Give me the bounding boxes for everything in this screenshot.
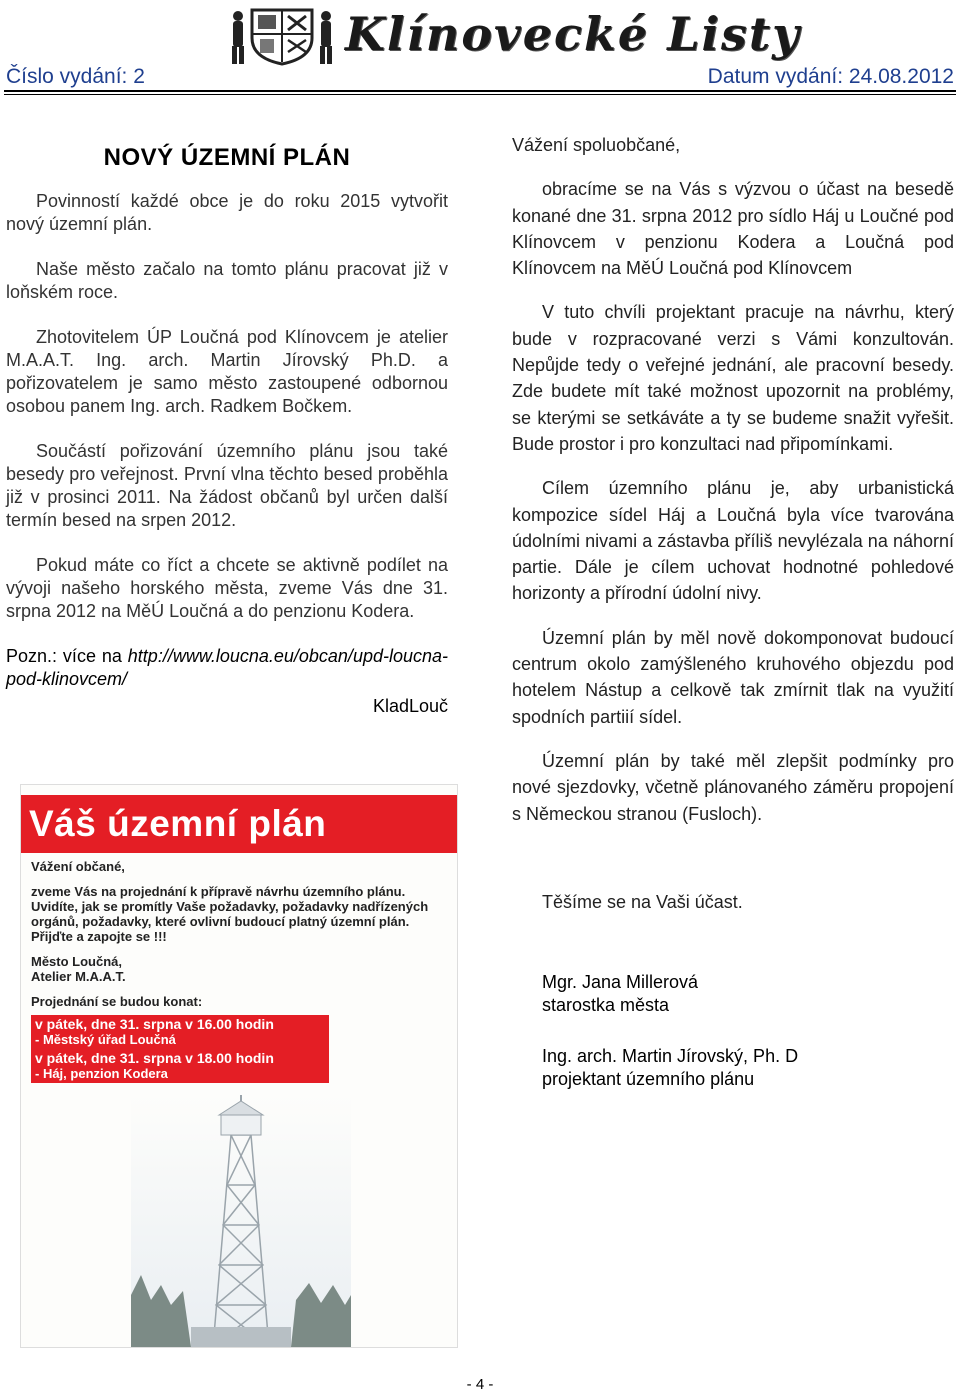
poster-image [20, 784, 458, 1348]
page-number: - 4 - [466, 1376, 494, 1393]
poster-body [31, 859, 451, 1083]
newspaper-title: Klínovecké Listy [345, 7, 801, 61]
paragraph: Územní plán by také měl zlepšit podmínky pro nové sjezdovky, včetně plánovaného záměru propojení s Německou stranou (Fusloch). [512, 750, 954, 824]
note [6, 645, 448, 691]
paragraph: Povinností každé obce je do roku 2015 vytvořit nový územní plán. [6, 191, 448, 234]
note-prefix: Pozn.: více na [6, 646, 128, 666]
article-signature: KladLouč [372, 696, 448, 716]
paragraph: V tuto chvíli projektant pracuje na návrhu, který bude v rozpracované verzi s Vámi konzultován. Nepůjde tedy o veřejné jednání, ale pracovní besedy. Zde budete mít také možnost upozornit na problémy, se kterými se setkáváte a ty se budeme snažit vyřešit. Bude prostor i pro konzultaci nad připomínkami. [512, 302, 954, 454]
poster-signer: Město Loučná, [31, 954, 123, 969]
salutation: Vážení spoluobčané, [512, 135, 681, 155]
paragraph: Pokud máte co říct a chcete se aktivně podílet na vývoji našeho horského města, zveme Vás dne 31. srpna 2012 na MěÚ Loučná a do penzionu Kodera. [6, 555, 448, 621]
meeting-when: v pátek, dne 31. srpna v 18.00 hodin [35, 1050, 274, 1066]
meeting-where: - Městský úřad Loučná [35, 1032, 176, 1047]
left-article [6, 142, 448, 718]
town-emblem-icon [226, 6, 338, 66]
article-heading: NOVÝ ÚZEMNÍ PLÁN [103, 144, 351, 171]
signer-role: projektant územního plánu [542, 1069, 755, 1090]
signer-role: starostka města [542, 995, 670, 1016]
signer-name: Mgr. Jana Millerová [542, 972, 699, 993]
poster-title: Váš územní plán [21, 795, 457, 853]
paragraph: Součástí pořizování územního plánu jsou také besedy pro veřejnost. První vlna těchto besed proběhla již v prosinci 2011. Na žádost občanů byl určen další termín besed na srpen 2012. [6, 441, 448, 530]
closing-line: Těšíme se na Vaši účast. [542, 891, 743, 912]
issue-number: Číslo vydání: 2 [6, 65, 145, 88]
signature-block [542, 1045, 954, 1091]
issue-date: Datum vydání: 24.08.2012 [707, 65, 954, 88]
poster-signer: Atelier M.A.A.T. [31, 969, 126, 984]
poster-meetings-heading: Projednání se budou konat: [31, 994, 203, 1009]
poster-text: zveme Vás na projednání k přípravě návrhu územního plánu. Uvidíte, jak se promítly Vaše požadavky, požadavky nadřízených orgánů, požadavky, které ovlivní budoucí platný územní plán. Přijďte a zapojte se !!! [31, 884, 429, 944]
note-link[interactable]: http://www.loucna.eu/obcan/upd-loucna-pod-klinovcem/ [6, 646, 448, 689]
header-rule-thin [4, 94, 956, 95]
meeting-when: v pátek, dne 31. srpna v 16.00 hodin [35, 1016, 274, 1032]
paragraph: Územní plán by měl nově dokomponovat budoucí centrum okolo zamýšleného kruhového objezdu pod hotelem Nástup a celkově tak zmírnit tlak na využití spodních partiií sídel. [512, 627, 954, 727]
poster-meeting-box [31, 1015, 329, 1049]
right-article [512, 132, 954, 1109]
paragraph: Zhotovitelem ÚP Loučná pod Klínovcem je atelier M.A.A.T. Ing. arch. Martin Jírovský Ph.D. a pořizovatelem je samo město zastoupené odbornou osobou panem Ing. arch. Radkem Bočkem. [6, 327, 448, 416]
meeting-where: - Háj, penzion Kodera [35, 1066, 168, 1081]
signer-name: Ing. arch. Martin Jírovský, Ph. D [542, 1046, 799, 1067]
paragraph: Naše město začalo na tomto plánu pracovat již v loňském roce. [6, 259, 448, 302]
lookout-tower-illustration [131, 1095, 351, 1347]
poster-greeting: Vážení občané, [31, 859, 125, 874]
paragraph: Cílem územního plánu je, aby urbanistická kompozice sídel Háj a Loučná byla více tvarována údolními nivami a zástavba příliš nevylézala na náhorní partie. Dále je cílem uchovat hodnotné pohledové horizonty a přírodní údolní nivy. [512, 478, 954, 604]
header-rule [4, 90, 956, 92]
poster-meeting-box [31, 1049, 329, 1083]
paragraph: obracíme se na Vás s výzvou o účast na besedě konané dne 31. srpna 2012 pro sídlo Háj u Loučné pod Klínovcem v penzionu Kodera a Loučná pod Klínovcem na MěÚ Loučná pod Klínovcem [512, 179, 954, 279]
signature-block [542, 971, 954, 1017]
